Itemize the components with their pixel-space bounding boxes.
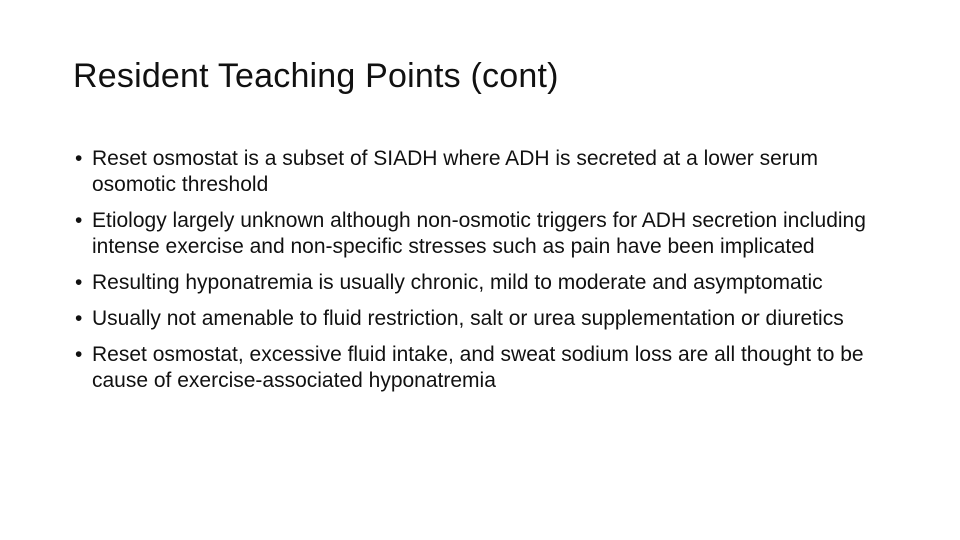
bullet-list	[75, 146, 905, 404]
bullet-item	[75, 146, 905, 198]
bullet-dot-icon: •	[75, 147, 83, 170]
bullet-text: Resulting hyponatremia is usually chronic, mild to moderate and asymptomatic	[92, 271, 823, 294]
bullet-dot-icon: •	[75, 209, 83, 232]
slide-title: Resident Teaching Points (cont)	[73, 57, 559, 95]
bullet-text: Usually not amenable to fluid restriction, salt or urea supplementation or diuretics	[92, 307, 844, 330]
bullet-item	[75, 306, 905, 332]
bullet-text: Reset osmostat, excessive fluid intake, and sweat sodium loss are all thought to be cause of exercise-associated hyponatremia	[92, 343, 864, 392]
bullet-text: Reset osmostat is a subset of SIADH where ADH is secreted at a lower serum osomotic threshold	[92, 147, 818, 196]
bullet-dot-icon: •	[75, 271, 83, 294]
bullet-dot-icon: •	[75, 307, 83, 330]
bullet-text: Etiology largely unknown although non-osmotic triggers for ADH secretion including intense exercise and non-specific stresses such as pain have been implicated	[92, 209, 866, 258]
bullet-dot-icon: •	[75, 343, 83, 366]
bullet-item	[75, 208, 905, 260]
bullet-item	[75, 270, 905, 296]
bullet-item	[75, 342, 905, 394]
